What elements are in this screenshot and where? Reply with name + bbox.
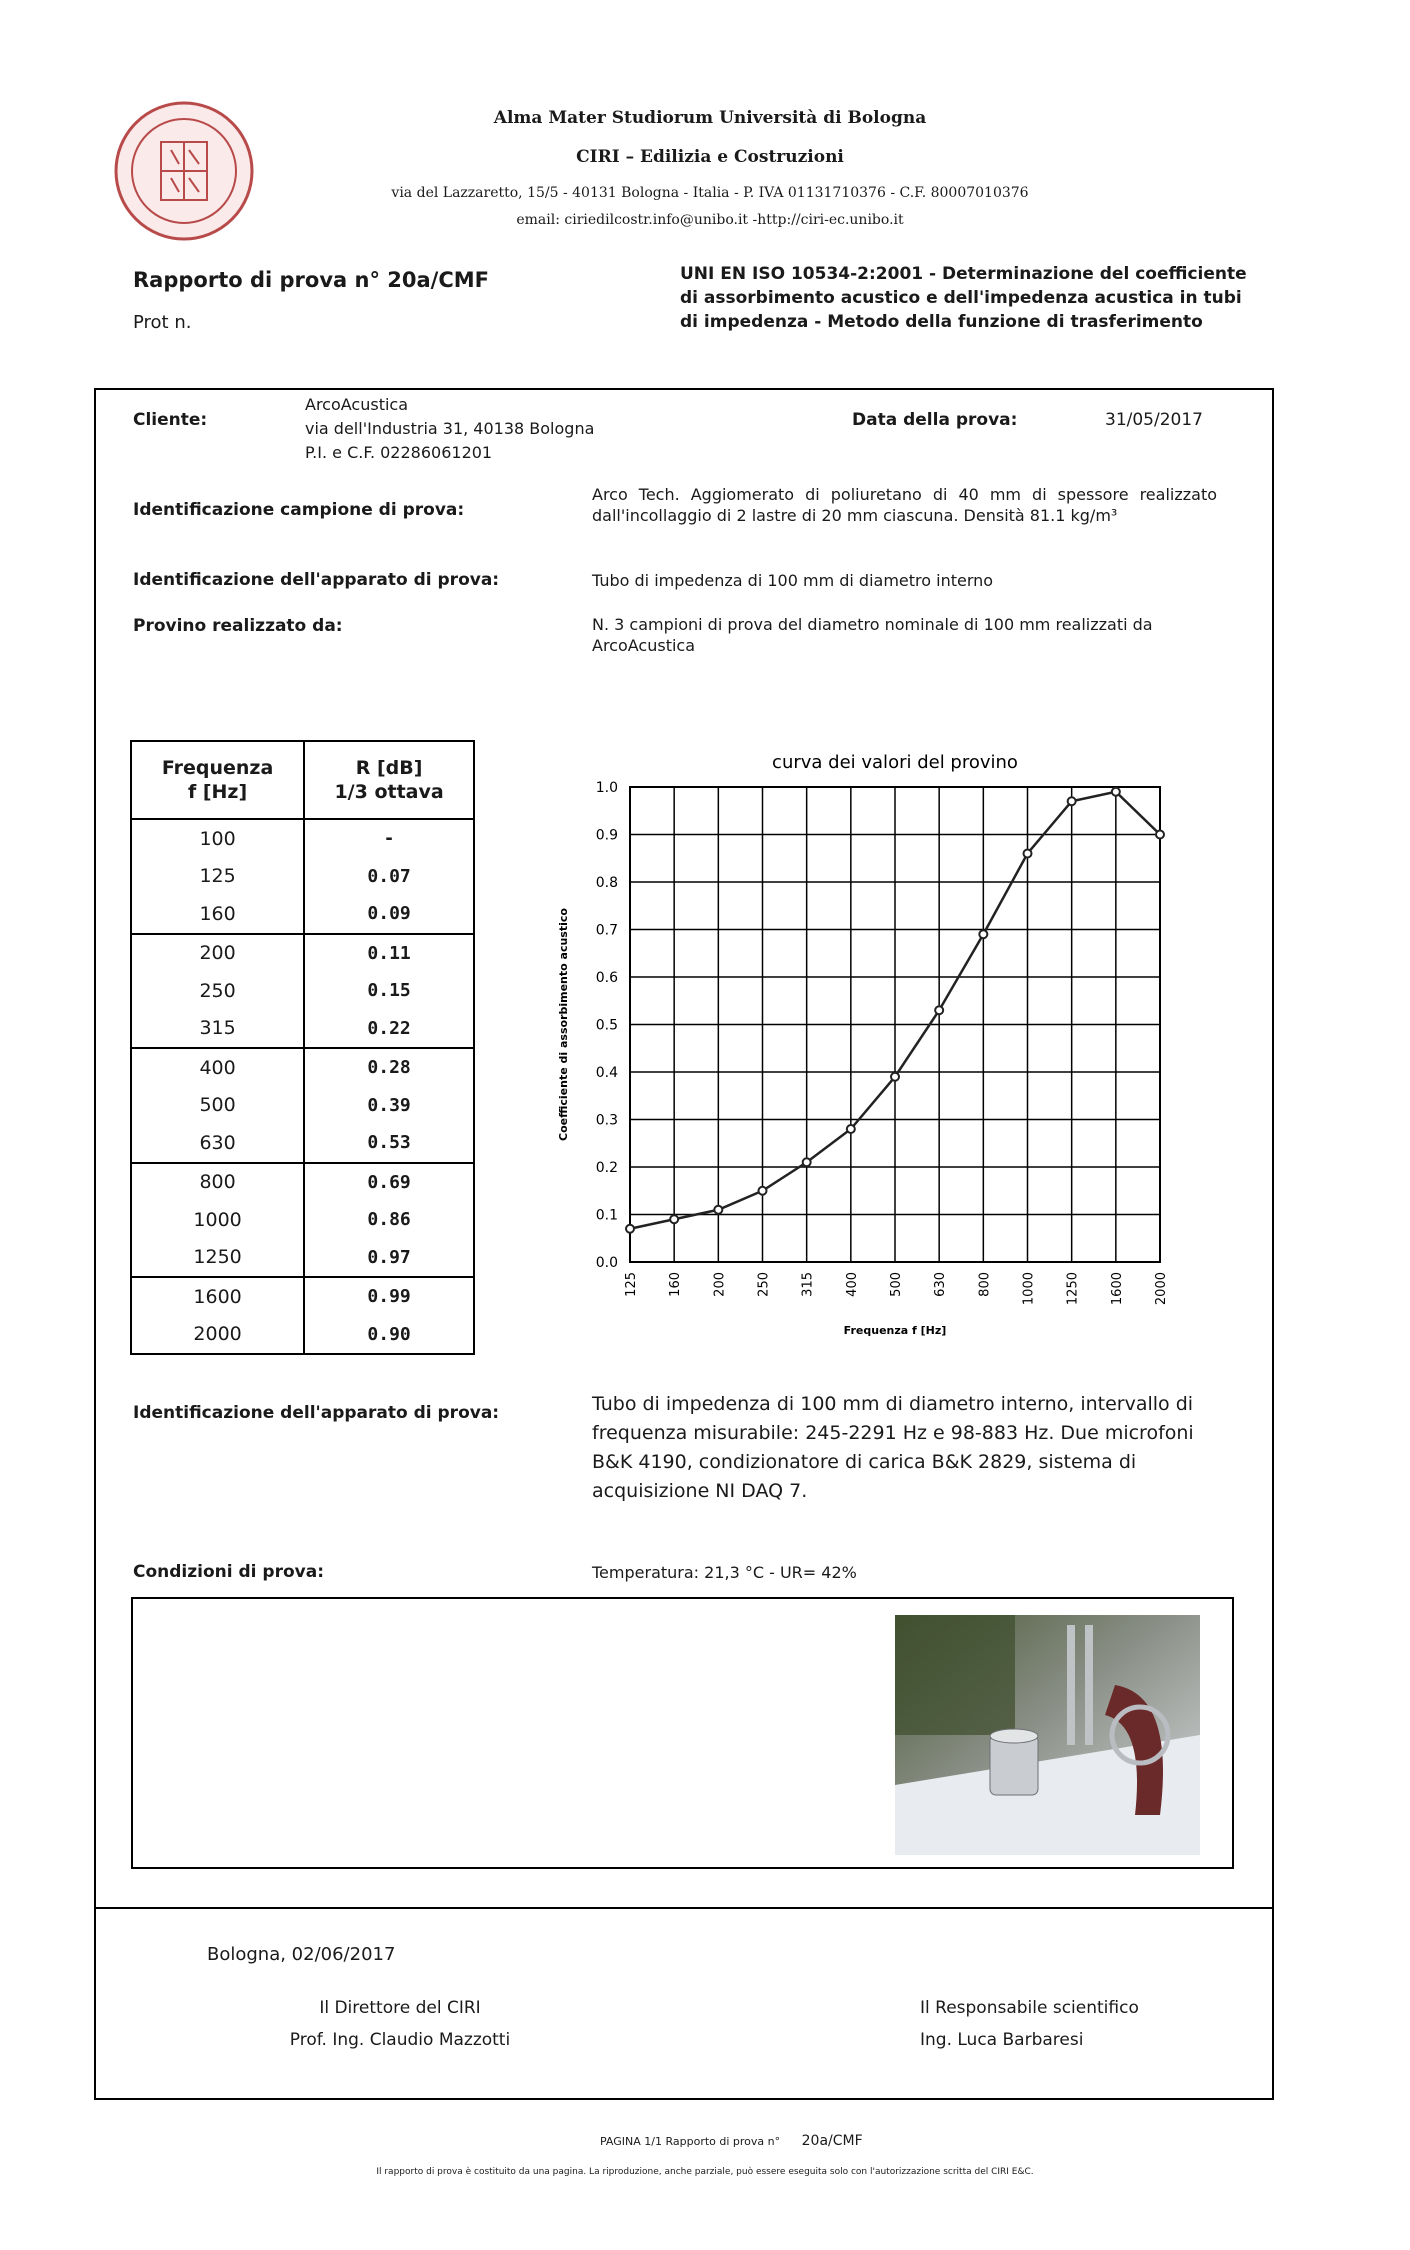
client-tax: P.I. e C.F. 02286061201 bbox=[305, 443, 493, 462]
frame-top bbox=[94, 388, 1274, 390]
chart-ytick-label: 0.9 bbox=[595, 827, 618, 844]
table-cell-value: 0.69 bbox=[304, 1163, 474, 1202]
chart-ylabel: Coefficiente di assorbimento acustico bbox=[557, 908, 570, 1141]
chart-xtick-label: 1250 bbox=[1065, 1272, 1081, 1306]
table-cell-frequency: 1250 bbox=[131, 1239, 304, 1278]
chart-data-point bbox=[891, 1073, 899, 1081]
table-cell-frequency: 1600 bbox=[131, 1277, 304, 1316]
chart-ytick-label: 1.0 bbox=[595, 780, 618, 796]
frequency-header-line1: Frequenza bbox=[161, 757, 274, 779]
value-header-line2: 1/3 ottava bbox=[334, 781, 444, 803]
test-standard: UNI EN ISO 10534-2:2001 - Determinazione del coefficiente di assorbimento acustico e dell'impedenza acustica in tubi di impedenza - Metodo della funzione di trasferimento bbox=[680, 264, 1247, 332]
conditions-label: Condizioni di prova: bbox=[133, 1562, 325, 1582]
absorption-table bbox=[130, 740, 475, 1355]
sample-label: Identificazione campione di prova: bbox=[133, 500, 465, 520]
test-setup-photo bbox=[895, 1615, 1200, 1855]
table-row bbox=[131, 1048, 474, 1087]
place-date: Bologna, 02/06/2017 bbox=[207, 1944, 396, 1965]
apparatus-value: Tubo di impedenza di 100 mm di diametro interno bbox=[592, 571, 994, 590]
chart-ytick-label: 0.2 bbox=[595, 1160, 618, 1176]
chart-data-point bbox=[626, 1225, 634, 1233]
table-cell-frequency: 125 bbox=[131, 858, 304, 896]
table-cell-value: 0.09 bbox=[304, 895, 474, 934]
chart-ytick-label: 0.1 bbox=[595, 1207, 618, 1224]
table-cell-frequency: 2000 bbox=[131, 1316, 304, 1355]
table-row bbox=[131, 1010, 474, 1049]
chart-ytick-label: 0.5 bbox=[595, 1017, 618, 1034]
university-seal bbox=[113, 100, 255, 242]
table-cell-value: 0.86 bbox=[304, 1201, 474, 1239]
frequency-header-line2: f [Hz] bbox=[187, 781, 248, 803]
chart-xtick-label: 630 bbox=[933, 1272, 949, 1297]
chart-data-point bbox=[847, 1125, 855, 1133]
chart-ytick-label: 0.0 bbox=[595, 1255, 618, 1271]
frequency-header bbox=[131, 741, 304, 819]
table-cell-value: 0.15 bbox=[304, 972, 474, 1010]
page-info-text: PAGINA 1/1 Rapporto di prova n° bbox=[600, 2135, 781, 2148]
chart-data-point bbox=[1068, 797, 1076, 805]
chart-data-point bbox=[803, 1158, 811, 1166]
table-row bbox=[131, 1239, 474, 1278]
frame-left bbox=[94, 388, 96, 2100]
table-row bbox=[131, 1163, 474, 1202]
table-cell-value: 0.99 bbox=[304, 1277, 474, 1316]
conditions-value: Temperatura: 21,3 °C - UR= 42% bbox=[592, 1563, 857, 1582]
frame-divider bbox=[94, 1907, 1274, 1909]
chart-ytick-label: 0.7 bbox=[595, 922, 618, 939]
table-row bbox=[131, 1124, 474, 1163]
table-row bbox=[131, 934, 474, 973]
table-cell-value: 0.53 bbox=[304, 1124, 474, 1163]
table-cell-frequency: 200 bbox=[131, 934, 304, 973]
client-label: Cliente: bbox=[133, 410, 208, 430]
responsible-name: Ing. Luca Barbaresi bbox=[920, 2030, 1084, 2050]
chart-ytick-label: 0.4 bbox=[595, 1065, 618, 1081]
chart-data-point bbox=[670, 1215, 678, 1223]
table-cell-value: 0.39 bbox=[304, 1087, 474, 1125]
frame-bottom bbox=[94, 2098, 1274, 2100]
chart-ytick-label: 0.3 bbox=[595, 1112, 618, 1129]
table-cell-frequency: 100 bbox=[131, 819, 304, 858]
table-cell-frequency: 630 bbox=[131, 1124, 304, 1163]
table-row bbox=[131, 1316, 474, 1355]
table-cell-frequency: 800 bbox=[131, 1163, 304, 1202]
page-code: 20a/CMF bbox=[801, 2133, 863, 2149]
chart-xtick-label: 200 bbox=[712, 1272, 728, 1297]
table-cell-value: - bbox=[304, 819, 474, 858]
responsible-title: Il Responsabile scientifico bbox=[920, 1998, 1139, 2018]
chart-xtick-label: 125 bbox=[624, 1272, 639, 1297]
made-by-value: N. 3 campioni di prova del diametro nominale di 100 mm realizzati da ArcoAcustica bbox=[592, 615, 1153, 655]
client-name: ArcoAcustica bbox=[305, 395, 409, 414]
director-name: Prof. Ing. Claudio Mazzotti bbox=[289, 2030, 511, 2050]
chart-data-point bbox=[1112, 788, 1120, 796]
chart-ytick-label: 0.6 bbox=[595, 970, 618, 986]
chart-data-point bbox=[1156, 831, 1164, 839]
table-cell-value: 0.07 bbox=[304, 858, 474, 896]
apparatus-label: Identificazione dell'apparato di prova: bbox=[133, 570, 500, 590]
table-row bbox=[131, 972, 474, 1010]
chart-data-point bbox=[1024, 850, 1032, 858]
chart-xtick-label: 1600 bbox=[1109, 1272, 1125, 1306]
department-name: CIRI – Edilizia e Costruzioni bbox=[576, 147, 844, 167]
report-title: Rapporto di prova n° 20a/CMF bbox=[133, 268, 489, 292]
absorption-chart bbox=[545, 740, 1185, 1340]
chart-data-point bbox=[759, 1187, 767, 1195]
table-cell-frequency: 250 bbox=[131, 972, 304, 1010]
institution-contact: email: ciriedilcostr.info@unibo.it -http://ciri-ec.unibo.it bbox=[516, 212, 904, 228]
frame-right bbox=[1272, 388, 1274, 2100]
chart-title: curva dei valori del provino bbox=[772, 752, 1018, 773]
made-by-label: Provino realizzato da: bbox=[133, 616, 343, 636]
table-row bbox=[131, 1277, 474, 1316]
table-row bbox=[131, 1201, 474, 1239]
chart-xtick-label: 315 bbox=[800, 1272, 816, 1297]
table-cell-frequency: 400 bbox=[131, 1048, 304, 1087]
chart-xtick-label: 160 bbox=[668, 1272, 684, 1297]
table-row bbox=[131, 895, 474, 934]
table-cell-value: 0.28 bbox=[304, 1048, 474, 1087]
chart-xtick-label: 800 bbox=[977, 1272, 993, 1297]
apparatus2-label: Identificazione dell'apparato di prova: bbox=[133, 1403, 500, 1423]
table-cell-value: 0.90 bbox=[304, 1316, 474, 1355]
apparatus2-value: Tubo di impedenza di 100 mm di diametro interno, intervallo di frequenza misurabile: 245-2291 Hz e 98-883 Hz. Due microfoni B&K 4190, condizionatore di carica B&K 2829, sistema di acquisizione NI DAQ 7. bbox=[592, 1393, 1194, 1502]
chart-xtick-label: 500 bbox=[889, 1272, 904, 1297]
chart-xtick-label: 1000 bbox=[1021, 1272, 1037, 1306]
chart-xtick-label: 250 bbox=[756, 1272, 772, 1297]
table-row bbox=[131, 858, 474, 896]
sample-value: Arco Tech. Aggiomerato di poliuretano di 40 mm di spessore realizzato dall'incollaggio di 2 lastre di 20 mm ciascuna. Densità 81.1 kg/m³ bbox=[592, 485, 1217, 525]
test-date-label: Data della prova: bbox=[852, 410, 1018, 430]
table-header-row bbox=[131, 741, 474, 819]
table-cell-frequency: 500 bbox=[131, 1087, 304, 1125]
client-address: via dell'Industria 31, 40138 Bologna bbox=[305, 419, 595, 438]
table-cell-value: 0.22 bbox=[304, 1010, 474, 1049]
table-cell-frequency: 315 bbox=[131, 1010, 304, 1049]
chart-ytick-label: 0.8 bbox=[595, 875, 618, 891]
chart-xtick-label: 400 bbox=[844, 1272, 860, 1297]
table-cell-frequency: 160 bbox=[131, 895, 304, 934]
table-row bbox=[131, 1087, 474, 1125]
director-title: Il Direttore del CIRI bbox=[319, 1998, 481, 2018]
chart-data-point bbox=[979, 930, 987, 938]
institution-address: via del Lazzaretto, 15/5 - 40131 Bologna - Italia - P. IVA 01131710376 - C.F. 80007010376 bbox=[391, 185, 1029, 201]
table-cell-value: 0.11 bbox=[304, 934, 474, 973]
page-info bbox=[600, 2133, 863, 2149]
value-header-line1: R [dB] bbox=[355, 757, 423, 779]
chart-xlabel: Frequenza f [Hz] bbox=[843, 1324, 947, 1337]
chart-data-point bbox=[714, 1206, 722, 1214]
institution-name: Alma Mater Studiorum Università di Bologna bbox=[493, 108, 927, 128]
table-row bbox=[131, 819, 474, 858]
chart-xtick-label: 2000 bbox=[1154, 1272, 1169, 1306]
disclaimer: Il rapporto di prova è costituito da una pagina. La riproduzione, anche parziale, può essere eseguita solo con l'autorizzazione scritta del CIRI E&C. bbox=[376, 2167, 1034, 2177]
protocol-number: Prot n. bbox=[133, 312, 192, 333]
chart-data-point bbox=[935, 1006, 943, 1014]
table-cell-value: 0.97 bbox=[304, 1239, 474, 1278]
table-cell-frequency: 1000 bbox=[131, 1201, 304, 1239]
test-date: 31/05/2017 bbox=[1105, 410, 1203, 430]
value-header bbox=[304, 741, 474, 819]
